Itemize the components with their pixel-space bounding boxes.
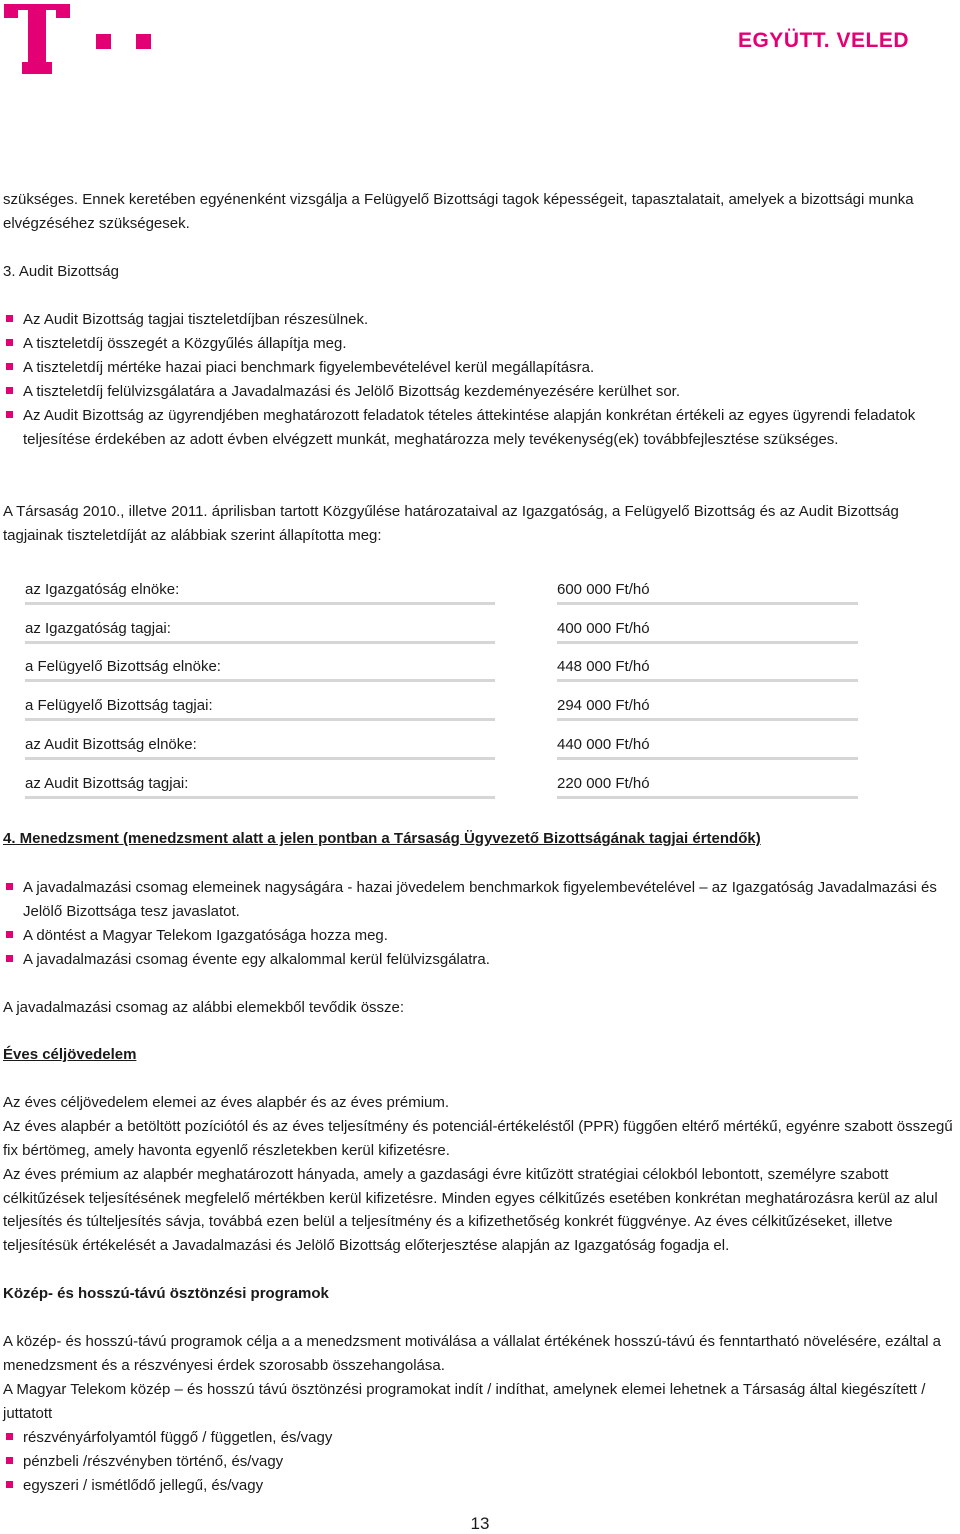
management-heading: 4. Menedzsment (menedzsment alatt a jelen pontban a Társaság Ügyvezető Bizottságának tagjai értendők) [3,830,761,847]
resolution-paragraph: A Társaság 2010., illetve 2011. áprilisban tartott Közgyűlése határozataival az Igazgatóság, a Felügyelő Bizottság és az Audit Bizottság tagjainak tiszteletdíját az alábbiak szerint állapította meg: [3,503,899,544]
fee-label: a Felügyelő Bizottság elnöke: [25,655,495,682]
logo-dot-2 [136,34,151,49]
incentives-bullet: részvényárfolyamtól függő / független, és/vagy [3,1426,958,1450]
annual-income-p2: Az éves alapbér a betöltött pozíciótól és az éves teljesítmény és potenciál-értékeléstől (PPR) függően eltérő mértékű, egyénre szabott összegű fix bértömeg, amely havonta egyenlő részletekben kerül kifizetésre. [3,1118,953,1159]
incentives-bullet: pénzbeli /részvényben történő, és/vagy [3,1450,958,1474]
management-bullet: A javadalmazási csomag elemeinek nagyságára - hazai jövedelem benchmarkok figyelembevételével – az Igazgatóság Javadalmazási és Jelölő Bizottsága tesz javaslatot. [3,876,958,923]
telekom-t-icon [4,4,70,74]
fee-value: 294 000 Ft/hó [557,694,858,721]
fee-value: 220 000 Ft/hó [557,772,858,799]
incentives-p2: A Magyar Telekom közép – és hosszú távú ösztönzési programokat indít / indíthat, amelynek elemei lehetnek a Társaság által kiegészített / juttatott [3,1381,926,1422]
fee-label: az Audit Bizottság tagjai: [25,772,495,799]
fee-row [25,772,858,804]
fee-label: az Igazgatóság tagjai: [25,617,495,644]
fee-row [25,655,858,687]
management-bullet: A döntést a Magyar Telekom Igazgatósága hozza meg. [3,924,958,948]
fee-row [25,617,858,649]
audit-bullet: A tiszteletdíj felülvizsgálatára a Javadalmazási és Jelölő Bizottság kezdeményezésére kerülhet sor. [3,380,958,404]
annual-income-p1: Az éves céljövedelem elemei az éves alapbér és az éves prémium. [3,1094,450,1111]
audit-bullet: A tiszteletdíj összegét a Közgyűlés állapítja meg. [3,332,958,356]
incentives-bullet: egyszeri / ismétlődő jellegű, és/vagy [3,1474,958,1498]
tagline: EGYÜTT. VELED [737,29,909,52]
fee-label: az Igazgatóság elnöke: [25,578,495,605]
audit-bullet: Az Audit Bizottság tagjai tiszteletdíjban részesülnek. [3,308,958,332]
logo-dot-1 [96,34,111,49]
fee-value: 400 000 Ft/hó [557,617,858,644]
incentives-heading: Közép- és hosszú-távú ösztönzési programok [3,1285,329,1302]
page-number: 13 [470,1514,490,1533]
audit-bullet: Az Audit Bizottság az ügyrendjében meghatározott feladatok tételes áttekintése alapján konkrétan értékeli az egyes ügyrendi feladatok teljesítése érdekében az adott évben elvégzett munkát, meghatározza mely tevékenység(ek) továbbfejlesztése szükséges. [3,404,958,451]
audit-bullet: A tiszteletdíj mértéke hazai piaci benchmark figyelembevételével kerül megállapításra. [3,356,958,380]
incentives-p1: A közép- és hosszú-távú programok célja a a menedzsment motiválása a vállalat értékének hosszú-távú és fenntartható növelésére, ezáltal a menedzsment és a részvényesi érdek szorosabb összehangolása. [3,1333,942,1374]
elements-paragraph: A javadalmazási csomag az alábbi elemekből tevődik össze: [3,999,405,1016]
fee-value: 440 000 Ft/hó [557,733,858,760]
fee-row [25,694,858,726]
fee-row [25,578,858,610]
audit-heading: 3. Audit Bizottság [3,263,119,280]
annual-income-p3: Az éves prémium az alapbér meghatározott hányada, amely a gazdasági évre kitűzött stratégiai célokból lebontott, személyre szabott célkitűzések teljesítésének megfelelő mértékben kerül kifizetésre. Minden egyes célkitűzés esetében konkrétan meghatározásra kerül az alul teljesítés és túlteljesítés sávja, továbbá ezen belül a teljesítmény és a kifizethetőség konkrét függvénye. Az éves célkitűzéseket, illetve teljesítésük értékelését a Javadalmazási és Jelölő Bizottság előterjesztése alapján az Igazgatóság fogadja el. [3,1166,938,1254]
fee-value: 448 000 Ft/hó [557,655,858,682]
management-bullet: A javadalmazási csomag évente egy alkalommal kerül felülvizsgálatra. [3,948,958,972]
fee-label: az Audit Bizottság elnöke: [25,733,495,760]
fee-row [25,733,858,765]
intro-paragraph: szükséges. Ennek keretében egyénenként vizsgálja a Felügyelő Bizottsági tagok képességeit, tapasztalatait, amelyek a bizottsági munka elvégzéséhez szükségesek. [3,191,914,232]
fee-label: a Felügyelő Bizottság tagjai: [25,694,495,721]
annual-income-heading: Éves céljövedelem [3,1046,137,1063]
fee-value: 600 000 Ft/hó [557,578,858,605]
